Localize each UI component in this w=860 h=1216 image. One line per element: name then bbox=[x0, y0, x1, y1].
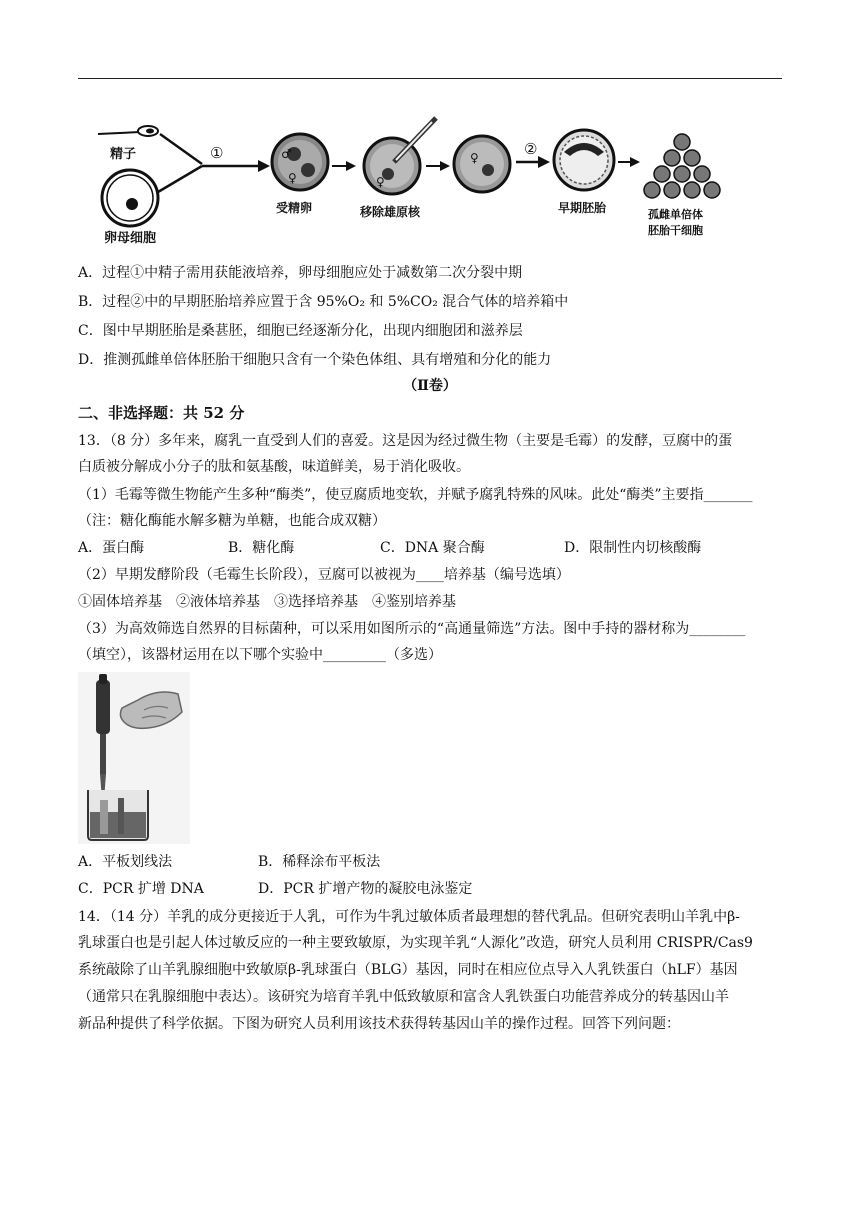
q13-part2-line-1: （2）早期发酵阶段（毛霉生长阶段），豆腐可以被视为____培养基（编号选填） bbox=[78, 567, 570, 583]
arrow-icon bbox=[538, 156, 550, 168]
q13-intro-line-2: 白质被分解成小分子的肽和氨基酸，味道鲜美，易于消化吸收。 bbox=[78, 459, 470, 475]
arrow-icon bbox=[258, 160, 270, 172]
stem-cell-cluster-figure bbox=[644, 134, 720, 198]
q14-line-3: 系统敲除了山羊乳腺细胞中致敏原β-乳球蛋白（BLG）基因，同时在相应位点导入人乳铁蛋白（hLF）基因 bbox=[78, 962, 738, 978]
q12-option-d: D．推测孤雌单倍体胚胎干细胞只含有一个染色体组、具有增殖和分化的能力 bbox=[78, 352, 552, 368]
q12-option-b: B．过程②中的早期胚胎培养应置于含 95%O₂ 和 5%CO₂ 混合气体的培养箱中 bbox=[78, 294, 569, 310]
q13-p1-option-c: C．DNA 聚合酶 bbox=[380, 540, 485, 556]
q13-part1-line-2: （注：糖化酶能水解多糖为单糖，也能合成双糖） bbox=[78, 513, 386, 529]
arrow-icon bbox=[440, 161, 450, 171]
sperm-figure bbox=[98, 126, 158, 136]
q13-part1-line-1: （1）毛霉等微生物能产生多种“酶类”，使豆腐质地变软，并赋予腐乳特殊的风味。此处“酶类”主要指_______ bbox=[78, 487, 753, 503]
q13-part2-line-2: ①固体培养基 ②液体培养基 ③选择培养基 ④鉴别培养基 bbox=[78, 594, 456, 610]
pipette-body bbox=[96, 680, 110, 734]
egg-figure bbox=[102, 170, 158, 226]
haploid-cell-figure bbox=[454, 136, 510, 192]
q13-p1-option-b: B．糖化酶 bbox=[228, 540, 295, 556]
step-1-label: ① bbox=[210, 144, 224, 162]
section-title: 二、非选择题：共 52 分 bbox=[78, 404, 245, 422]
remove-pronucleus-figure bbox=[364, 118, 436, 194]
q13-part3-line-1: （3）为高效筛选自然界的目标菌种，可以采用如图所示的“高通量筛选”方法。图中手持的器材称为________ bbox=[78, 621, 746, 637]
pipette-figure bbox=[78, 672, 190, 844]
q13-part3-options-row-1 bbox=[78, 852, 380, 872]
volume-title: （Ⅱ卷） bbox=[403, 378, 457, 394]
q13-p3-option-b: B．稀释涂布平板法 bbox=[258, 854, 381, 870]
embryo-process-diagram bbox=[92, 112, 732, 248]
q14-line-2: 乳球蛋白也是引起人体过敏反应的一种主要致敏原，为实现羊乳“人源化”改造，研究人员利用 CRISPR/Cas9 bbox=[78, 935, 753, 951]
header-rule bbox=[78, 78, 782, 79]
arrow-icon bbox=[346, 161, 356, 171]
svg-text:♀: ♀ bbox=[376, 175, 385, 189]
q13-p3-option-d: D．PCR 扩增产物的凝胶电泳鉴定 bbox=[258, 881, 473, 897]
egg-label: 卵母细胞 bbox=[104, 231, 157, 246]
svg-text:♀: ♀ bbox=[470, 151, 479, 165]
q13-intro-line-1: 13．（8 分）多年来，腐乳一直受到人们的喜爱。这是因为经过微生物（主要是毛霉）的发酵，豆腐中的蛋 bbox=[78, 433, 733, 449]
sperm-label: 精子 bbox=[110, 147, 137, 162]
q14-line-5: 新品种提供了科学依据。下图为研究人员利用该技术获得转基因山羊的操作过程。回答下列问题： bbox=[78, 1016, 680, 1032]
svg-text:♂: ♂ bbox=[281, 147, 292, 161]
q13-part1-options bbox=[78, 538, 701, 558]
q13-part3-line-2: （填空），该器材运用在以下哪个实验中_________（多选） bbox=[78, 647, 442, 663]
early-embryo-label: 早期胚胎 bbox=[558, 201, 607, 215]
zygote-label: 受精卵 bbox=[276, 201, 313, 215]
remove-label: 移除雄原核 bbox=[360, 205, 421, 219]
q13-p3-option-c: C．PCR 扩增 DNA bbox=[78, 881, 204, 897]
q13-p1-option-d: D．限制性内切核酸酶 bbox=[564, 540, 702, 556]
stem-cells-label-1: 孤雌单倍体 bbox=[648, 208, 703, 221]
q14-line-1: 14．（14 分）羊乳的成分更接近于人乳，可作为牛乳过敏体质者最理想的替代乳品。但研究表明山羊乳中β- bbox=[78, 909, 740, 925]
arrow-icon bbox=[630, 157, 640, 167]
svg-text:♀: ♀ bbox=[288, 171, 297, 185]
step-2-label: ② bbox=[524, 140, 538, 158]
stem-cells-label-2: 胚胎干细胞 bbox=[648, 224, 703, 237]
q12-option-a: A．过程①中精子需用获能液培养，卵母细胞应处于减数第二次分裂中期 bbox=[78, 265, 523, 281]
q14-line-4: （通常只在乳腺细胞中表达）。该研究为培育羊乳中低致敏原和富含人乳铁蛋白功能营养成分的转基因山羊 bbox=[78, 989, 729, 1005]
q13-p3-option-a: A．平板划线法 bbox=[78, 854, 173, 870]
q13-part3-options-row-2 bbox=[78, 879, 472, 899]
early-embryo-figure bbox=[554, 130, 614, 190]
q12-option-c: C．图中早期胚胎是桑葚胚，细胞已经逐渐分化，出现内细胞团和滋养层 bbox=[78, 323, 523, 339]
zygote-figure bbox=[272, 134, 328, 190]
q13-p1-option-a: A．蛋白酶 bbox=[78, 540, 145, 556]
